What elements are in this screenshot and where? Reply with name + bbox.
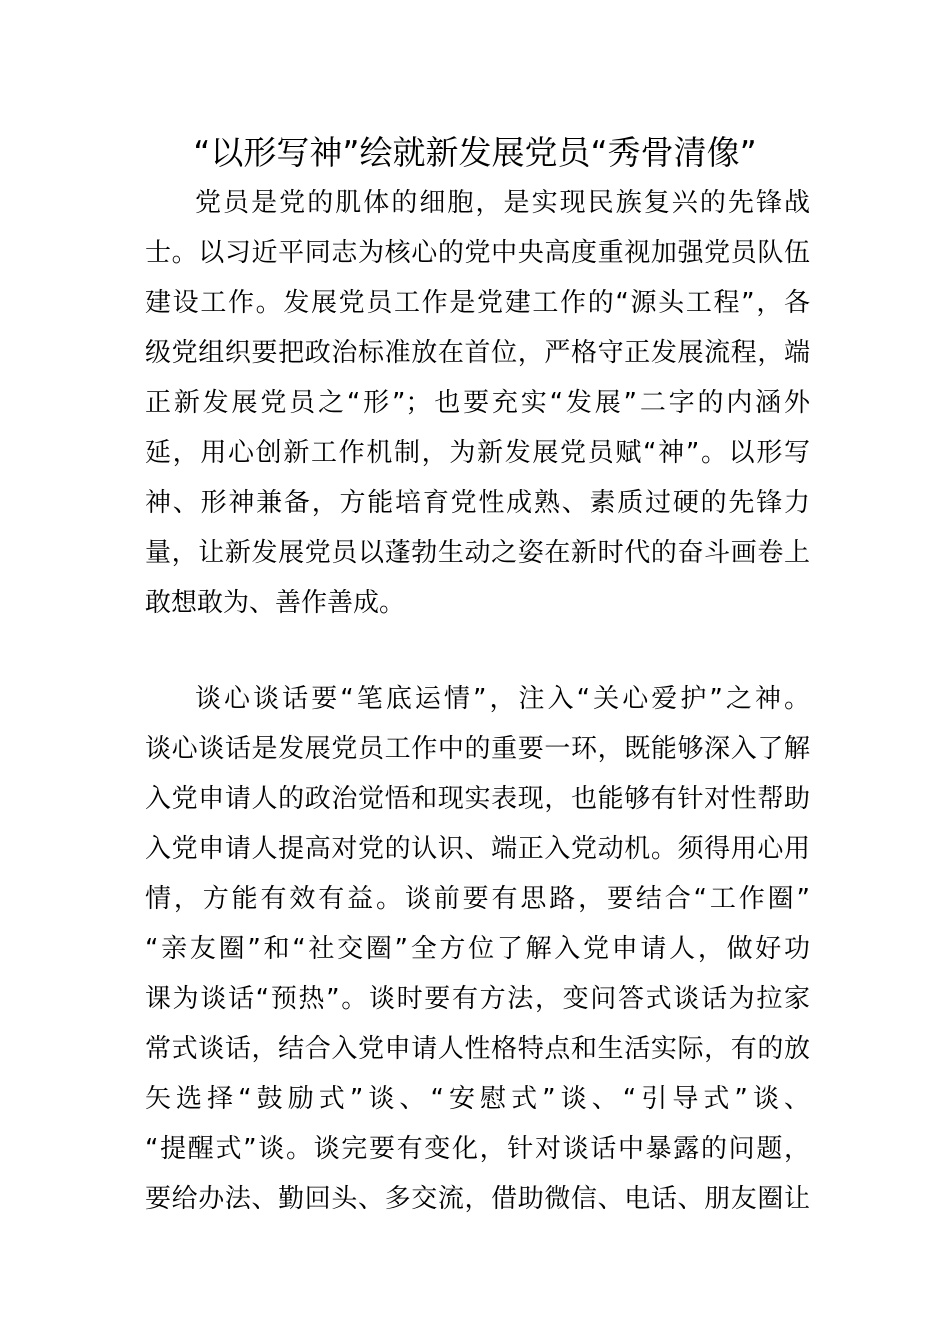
paragraph-2-line-3: 入党申请人的政治觉悟和现实表现，也能够有针对性帮助	[145, 784, 810, 814]
paragraph-1-line-8: 量，让新发展党员以蓬勃生动之姿在新时代的奋斗画卷上	[145, 538, 810, 568]
paragraph-2-line-9: 矢选择“鼓励式”谈、“安慰式”谈、“引导式”谈、	[145, 1084, 810, 1114]
paragraph-1-line-7: 神、形神兼备，方能培育党性成熟、素质过硬的先锋力	[145, 488, 810, 518]
paragraph-2-line-5: 情，方能有效有益。谈前要有思路，要结合“工作圈”	[145, 884, 810, 914]
paragraph-1-line-4: 级党组织要把政治标准放在首位，严格守正发展流程，端	[145, 338, 810, 368]
paragraph-2-line-7: 课为谈话“预热”。谈时要有方法，变问答式谈话为拉家	[145, 984, 810, 1014]
paragraph-2-line-2: 谈心谈话是发展党员工作中的重要一环，既能够深入了解	[145, 734, 810, 764]
paragraph-1-line-9: 敢想敢为、善作善成。	[145, 588, 406, 618]
paragraph-2-line-6: “亲友圈”和“社交圈”全方位了解入党申请人，做好功	[145, 934, 810, 964]
paragraph-1-line-1: 党员是党的肌体的细胞，是实现民族复兴的先锋战	[195, 188, 810, 218]
paragraph-1-line-5: 正新发展党员之“形”；也要充实“发展”二字的内涵外	[145, 388, 810, 418]
paragraph-2-line-8: 常式谈话，结合入党申请人性格特点和生活实际，有的放	[145, 1034, 810, 1064]
document-title: “以形写神”绘就新发展党员“秀骨清像”	[193, 133, 757, 172]
paragraph-2-line-11: 要给办法、勤回头、多交流，借助微信、电话、朋友圈让	[145, 1184, 810, 1214]
paragraph-2-line-1: 谈心谈话要“笔底运情”，注入“关心爱护”之神。	[195, 684, 810, 714]
paragraph-2-line-4: 入党申请人提高对党的认识、端正入党动机。须得用心用	[145, 834, 810, 864]
paragraph-1-line-6: 延，用心创新工作机制，为新发展党员赋“神”。以形写	[145, 438, 810, 468]
paragraph-2-line-10: “提醒式”谈。谈完要有变化，针对谈话中暴露的问题，	[145, 1134, 810, 1164]
paragraph-1-line-2: 士。以习近平同志为核心的党中央高度重视加强党员队伍	[145, 238, 810, 268]
paragraph-1-line-3: 建设工作。发展党员工作是党建工作的“源头工程”，各	[145, 288, 810, 318]
